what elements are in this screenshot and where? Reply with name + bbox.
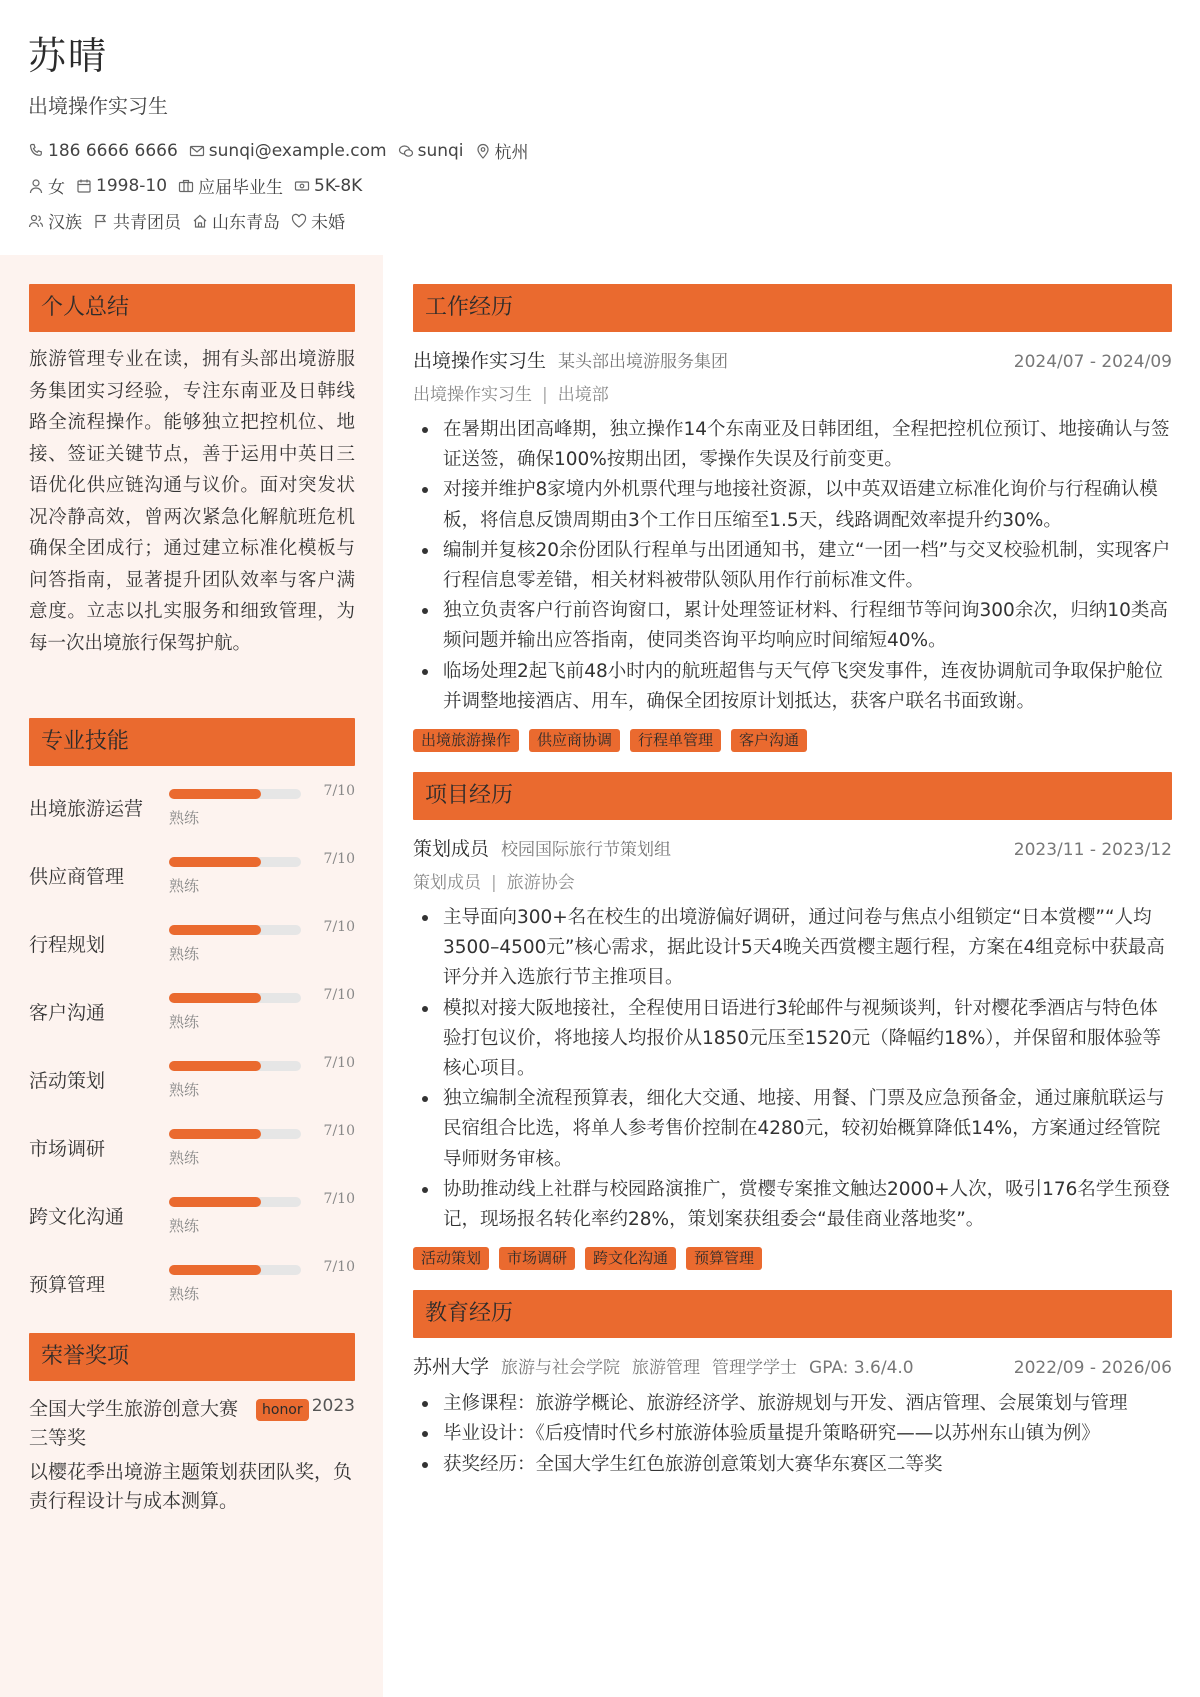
list-item: 主修课程：旅游学概论、旅游经济学、旅游规划与开发、酒店管理、会展策划与管理 xyxy=(413,1389,1172,1419)
main-content xyxy=(413,284,1172,1480)
skill-bar-fill xyxy=(169,1265,261,1275)
skill-name: 预算管理 xyxy=(29,1274,106,1296)
skill-level: 熟练 xyxy=(169,1217,200,1235)
city-item xyxy=(475,138,529,163)
skills-list xyxy=(29,778,355,1322)
calendar-icon xyxy=(76,178,92,194)
skill-row xyxy=(29,1186,355,1254)
awards-heading: 荣誉奖项 xyxy=(29,1333,355,1381)
skill-score: 7/10 xyxy=(323,1055,355,1071)
home-icon xyxy=(192,213,208,229)
extra-info-row xyxy=(28,206,928,235)
politics-value: 共青团员 xyxy=(113,213,181,233)
list-item: 获奖经历：全国大学生红色旅游创意策划大赛华东赛区二等奖 xyxy=(413,1450,1172,1480)
ethnicity-value: 汉族 xyxy=(48,213,82,233)
people-icon xyxy=(28,213,44,229)
marital-item xyxy=(291,208,345,233)
summary-heading: 个人总结 xyxy=(29,284,355,332)
skill-score: 7/10 xyxy=(323,783,355,799)
degree-name: 管理学学士 xyxy=(712,1358,798,1379)
project-title: 策划成员 xyxy=(413,838,490,861)
projects-heading: 项目经历 xyxy=(413,772,1172,820)
candidate-name: 苏晴 xyxy=(28,34,109,78)
skill-score: 7/10 xyxy=(323,851,355,867)
education-date: 2022/09 - 2026/06 xyxy=(1013,1358,1172,1379)
skills-heading: 专业技能 xyxy=(29,718,355,766)
list-item: 协助推动线上社群与校园路演推广，赏樱专案推文触达2000+人次，吸引176名学生预登记，现场报名转化率约28%，策划案获组委会“最佳商业落地奖”。 xyxy=(413,1175,1172,1235)
phone-item xyxy=(28,141,178,161)
list-item: 独立编制全流程预算表，细化大交通、地接、用餐、门票及应急预备金，通过廉航联运与民宿组合比选，将单人参考售价控制在4280元，较初始概算降低14%，方案通过经管院导师财务审核。 xyxy=(413,1084,1172,1175)
list-item: 临场处理2起飞前48小时内的航班超售与天气停飞突发事件，连夜协调航司争取保护舱位并调整地接酒店、用车，确保全团按原计划抵达，获客户联名书面致谢。 xyxy=(413,657,1172,717)
skill-row xyxy=(29,982,355,1050)
award-name: 全国大学生旅游创意大赛三等奖 xyxy=(29,1398,239,1449)
list-item: 独立负责客户行前咨询窗口，累计处理签证材料、行程细节等问询300余次，归纳10类高频问题并输出应答指南，使同类咨询平均响应时间缩短40%。 xyxy=(413,596,1172,656)
skill-bar-fill xyxy=(169,1129,261,1139)
education-entry-header xyxy=(413,1352,1172,1379)
person-icon xyxy=(28,178,44,194)
work-heading: 工作经历 xyxy=(413,284,1172,332)
wechat-icon xyxy=(398,143,414,159)
birth-value: 1998-10 xyxy=(96,175,168,196)
skill-row xyxy=(29,1050,355,1118)
skill-score: 7/10 xyxy=(323,987,355,1003)
status-value: 应届毕业生 xyxy=(198,178,284,198)
gpa-value: GPA: 3.6/4.0 xyxy=(809,1358,914,1379)
college-name: 旅游与社会学院 xyxy=(501,1358,621,1379)
location-pin-icon xyxy=(475,143,491,159)
skill-row xyxy=(29,846,355,914)
summary-section xyxy=(29,284,355,659)
list-item: 主导面向300+名在校生的出境游偏好调研，通过问卷与焦点小组锁定“日本赏樱”“人均3500–4500元”核心需求，据此设计5天4晚关西赏樱主题行程，方案在4组竞标中获最高评分并入选旅行节主推项目。 xyxy=(413,903,1172,994)
salary-item xyxy=(294,176,362,196)
skill-bar xyxy=(169,1061,301,1071)
skill-row xyxy=(29,914,355,982)
skill-tag: 出境旅游操作 xyxy=(413,729,519,752)
list-item: 模拟对接大阪地接社，全程使用日语进行3轮邮件与视频谈判，针对樱花季酒店与特色体验打包议价，将地接人均报价从1850元压至1520元（降幅约18%），并保留和服体验等核心项目。 xyxy=(413,994,1172,1085)
resume-header xyxy=(28,30,928,235)
money-icon xyxy=(294,178,310,194)
school-name: 苏州大学 xyxy=(413,1356,490,1379)
wechat-value: sunqi xyxy=(417,140,464,161)
skill-bar xyxy=(169,993,301,1003)
project-date: 2023/11 - 2023/12 xyxy=(1013,840,1172,861)
award-badge: honor xyxy=(256,1399,309,1421)
birth-item xyxy=(76,176,167,196)
skill-bar xyxy=(169,1197,301,1207)
skill-level: 熟练 xyxy=(169,809,200,827)
skill-bar xyxy=(169,789,301,799)
major-name: 旅游管理 xyxy=(632,1358,701,1379)
work-dept: 出境部 xyxy=(557,385,609,405)
skill-name: 跨文化沟通 xyxy=(29,1206,125,1228)
skill-bar xyxy=(169,925,301,935)
skill-tag: 市场调研 xyxy=(499,1247,575,1270)
education-bullets xyxy=(413,1389,1172,1480)
list-item: 对接并维护8家境内外机票代理与地接社资源，以中英双语建立标准化询价与行程确认模板，将信息反馈周期由3个工作日压缩至1.5天，线路调配效率提升约30%。 xyxy=(413,475,1172,535)
education-heading: 教育经历 xyxy=(413,1290,1172,1338)
phone-icon xyxy=(28,143,44,159)
city-value: 杭州 xyxy=(494,143,529,163)
work-meta: 出境操作实习生 | 出境部 xyxy=(413,385,609,405)
project-tags xyxy=(413,1247,1172,1270)
summary-text: 旅游管理专业在读，拥有头部出境游服务集团实习经验，专注东南亚及日韩线路全流程操作。能够独立把控机位、地接、签证关键节点，善于运用中英日三语优化供应链沟通与议价。面对突发状况冷静高效，曾两次紧急化解航班危机确保全团成行；通过建立标准化模板与问答指南，显著提升团队效率与客户满意度。立志以扎实服务和细致管理，为每一次出境旅行保驾护航。 xyxy=(29,349,355,654)
list-item: 在暑期出团高峰期，独立操作14个东南亚及日韩团组，全程把控机位预订、地接确认与签证送签，确保100%按期出团，零操作失误及行前变更。 xyxy=(413,415,1172,475)
skills-section xyxy=(29,718,355,1322)
skill-bar-fill xyxy=(169,993,261,1003)
skill-score: 7/10 xyxy=(323,1123,355,1139)
ethnicity-item xyxy=(28,208,82,233)
skill-tag: 客户沟通 xyxy=(731,729,807,752)
skill-level: 熟练 xyxy=(169,1149,200,1167)
project-org: 校园国际旅行节策划组 xyxy=(501,840,672,861)
skill-bar-fill xyxy=(169,789,261,799)
skill-name: 出境旅游运营 xyxy=(29,798,144,820)
skill-bar xyxy=(169,1129,301,1139)
email-item xyxy=(189,141,387,161)
project-meta: 策划成员 | 旅游协会 xyxy=(413,873,575,894)
skill-row xyxy=(29,1254,355,1322)
skill-level: 熟练 xyxy=(169,945,200,963)
award-description: 以樱花季出境游主题策划获团队奖，负责行程设计与成本测算。 xyxy=(29,1461,353,1512)
gender-value: 女 xyxy=(48,178,65,198)
skill-tag: 跨文化沟通 xyxy=(585,1247,676,1270)
skill-level: 熟练 xyxy=(169,1081,200,1099)
skill-name: 行程规划 xyxy=(29,934,106,956)
list-item: 毕业设计：《后疫情时代乡村旅游体验质量提升策略研究——以苏州东山镇为例》 xyxy=(413,1419,1172,1449)
contact-row xyxy=(28,136,928,165)
skill-tag: 行程单管理 xyxy=(630,729,721,752)
work-title: 出境操作实习生 xyxy=(413,350,547,372)
wechat-item xyxy=(398,141,464,161)
gender-item xyxy=(28,173,65,198)
award-item xyxy=(29,1395,355,1453)
awards-section xyxy=(29,1333,355,1516)
work-date: 2024/07 - 2024/09 xyxy=(1013,352,1172,372)
award-year: 2023 xyxy=(311,1396,355,1416)
hometown-item xyxy=(192,208,280,233)
skill-tag: 活动策划 xyxy=(413,1247,489,1270)
flag-icon xyxy=(93,213,109,229)
status-item xyxy=(178,173,283,198)
skill-row xyxy=(29,1118,355,1186)
skill-bar-fill xyxy=(169,925,261,935)
salary-value: 5K-8K xyxy=(314,175,363,196)
work-role: 出境操作实习生 xyxy=(413,385,532,405)
heart-icon xyxy=(291,213,307,229)
phone-value: 186 6666 6666 xyxy=(48,140,178,161)
skill-level: 熟练 xyxy=(169,1013,200,1031)
skill-row xyxy=(29,778,355,846)
list-item: 编制并复核20余份团队行程单与出团通知书，建立“一团一档”与交叉校验机制，实现客户行程信息零差错，相关材料被带队领队用作行前标准文件。 xyxy=(413,536,1172,596)
basic-info-row xyxy=(28,171,928,200)
skill-score: 7/10 xyxy=(323,1259,355,1275)
briefcase-icon xyxy=(178,178,194,194)
work-entry-header xyxy=(413,346,1172,373)
email-value: sunqi@example.com xyxy=(208,140,387,161)
skill-bar xyxy=(169,857,301,867)
mail-icon xyxy=(189,143,205,159)
skill-level: 熟练 xyxy=(169,1285,200,1303)
skill-bar-fill xyxy=(169,1061,261,1071)
skill-score: 7/10 xyxy=(323,1191,355,1207)
work-company: 某头部出境游服务集团 xyxy=(558,352,729,372)
work-bullets xyxy=(413,415,1172,717)
project-role: 策划成员 xyxy=(413,873,481,894)
hometown-value: 山东青岛 xyxy=(212,213,280,233)
project-dept: 旅游协会 xyxy=(506,873,575,894)
skill-bar xyxy=(169,1265,301,1275)
sidebar xyxy=(0,255,383,1697)
skill-name: 市场调研 xyxy=(29,1138,106,1160)
skill-score: 7/10 xyxy=(323,919,355,935)
project-bullets xyxy=(413,903,1172,1235)
candidate-title: 出境操作实习生 xyxy=(28,94,168,118)
marital-value: 未婚 xyxy=(311,213,345,233)
skill-tag: 供应商协调 xyxy=(529,729,620,752)
skill-bar-fill xyxy=(169,1197,261,1207)
skill-name: 供应商管理 xyxy=(29,866,125,888)
skill-bar-fill xyxy=(169,857,261,867)
project-entry-header xyxy=(413,834,1172,861)
skill-tag: 预算管理 xyxy=(686,1247,762,1270)
skill-name: 客户沟通 xyxy=(29,1002,106,1024)
work-tags xyxy=(413,729,1172,752)
politics-item xyxy=(93,208,181,233)
skill-level: 熟练 xyxy=(169,877,200,895)
skill-name: 活动策划 xyxy=(29,1070,106,1092)
